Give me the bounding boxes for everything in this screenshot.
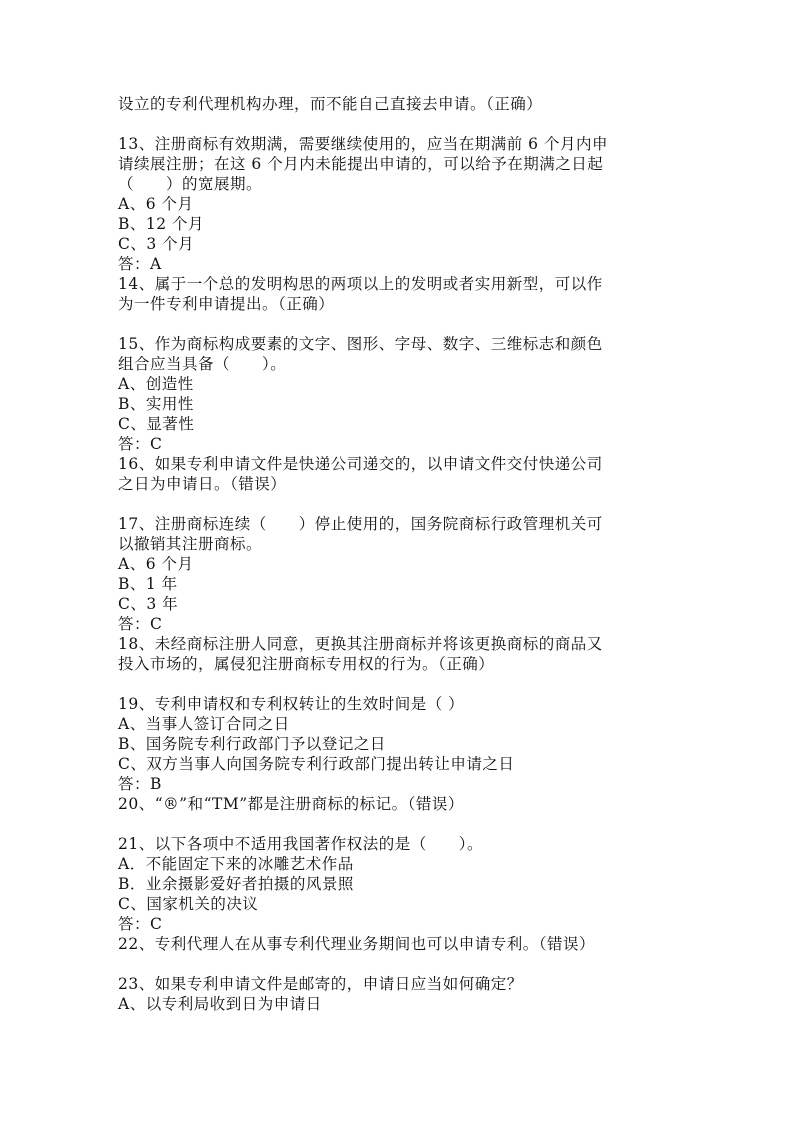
question-23: 23、如果专利申请文件是邮寄的，申请日应当如何确定？ — [118, 975, 523, 993]
question-16-line-1: 16、如果专利申请文件是快递公司递交的，以申请文件交付快递公司 — [118, 455, 603, 473]
option-c: C、显著性 — [118, 415, 195, 433]
question-20: 20、“®”和“TM”都是注册商标的标记。（错误） — [118, 795, 464, 813]
blank-line — [118, 114, 676, 134]
question-22: 22、专利代理人在从事专利代理业务期间也可以申请专利。（错误） — [118, 935, 595, 953]
option-c: C、双方当事人向国务院专利行政部门提出转让申请之日 — [118, 755, 515, 773]
question-14-line-1: 14、属于一个总的发明构思的两项以上的发明或者实用新型，可以作 — [118, 275, 603, 293]
question-14-line-2: 为一件专利申请提出。（正确） — [118, 295, 335, 313]
option-a: A、6 个月 — [118, 555, 194, 573]
question-18-line-2: 投入市场的，属侵犯注册商标专用权的行为。（正确） — [118, 655, 495, 673]
option-b: B、12 个月 — [118, 215, 205, 233]
option-a: A、以专利局收到日为申请日 — [118, 995, 322, 1013]
question-19: 19、专利申请权和专利权转让的生效时间是（ ） — [118, 695, 465, 713]
question-18-line-1: 18、未经商标注册人同意，更换其注册商标并将该更换商标的商品又 — [118, 635, 603, 653]
option-a: A．不能固定下来的冰雕艺术作品 — [118, 855, 354, 873]
option-a: A、当事人签订合同之日 — [118, 715, 290, 733]
answer: 答：B — [118, 775, 162, 793]
text-line: 设立的专利代理机构办理，而不能自己直接去申请。（正确） — [118, 95, 543, 113]
question-21: 21、以下各项中不适用我国著作权法的是（ ）。 — [118, 835, 483, 853]
blank-line — [118, 674, 676, 694]
blank-line — [118, 954, 676, 974]
option-c: C、3 个月 — [118, 235, 195, 253]
option-c: C、3 年 — [118, 595, 179, 613]
question-17-line-1: 17、注册商标连续（ ）停止使用的，国务院商标行政管理机关可 — [118, 515, 603, 533]
option-b: B．业余摄影爱好者拍摄的风景照 — [118, 875, 354, 893]
option-b: B、实用性 — [118, 395, 194, 413]
answer: 答：A — [118, 255, 162, 273]
blank-line — [118, 814, 676, 834]
question-15-line-2: 组合应当具备（ ）。 — [118, 355, 287, 373]
option-a: A、创造性 — [118, 375, 194, 393]
question-13-line-2: 请续展注册；在这 6 个月内未能提出申请的，可以给予在期满之日起 — [118, 155, 604, 173]
blank-line — [118, 494, 676, 514]
option-a: A、6 个月 — [118, 195, 194, 213]
question-17-line-2: 以撤销其注册商标。 — [118, 535, 263, 553]
option-b: B、国务院专利行政部门予以登记之日 — [118, 735, 386, 753]
answer: 答：C — [118, 615, 163, 633]
question-13-line-3: （ ）的宽展期。 — [118, 175, 263, 193]
answer: 答：C — [118, 915, 163, 933]
document-body — [118, 94, 676, 1014]
option-b: B、1 年 — [118, 575, 178, 593]
answer: 答：C — [118, 435, 163, 453]
question-13-line-1: 13、注册商标有效期满，需要继续使用的，应当在期满前 6 个月内申 — [118, 135, 608, 153]
blank-line — [118, 314, 676, 334]
option-c: C、国家机关的决议 — [118, 895, 259, 913]
question-16-line-2: 之日为申请日。（错误） — [118, 475, 287, 493]
question-15-line-1: 15、作为商标构成要素的文字、图形、字母、数字、三维标志和颜色 — [118, 335, 603, 353]
